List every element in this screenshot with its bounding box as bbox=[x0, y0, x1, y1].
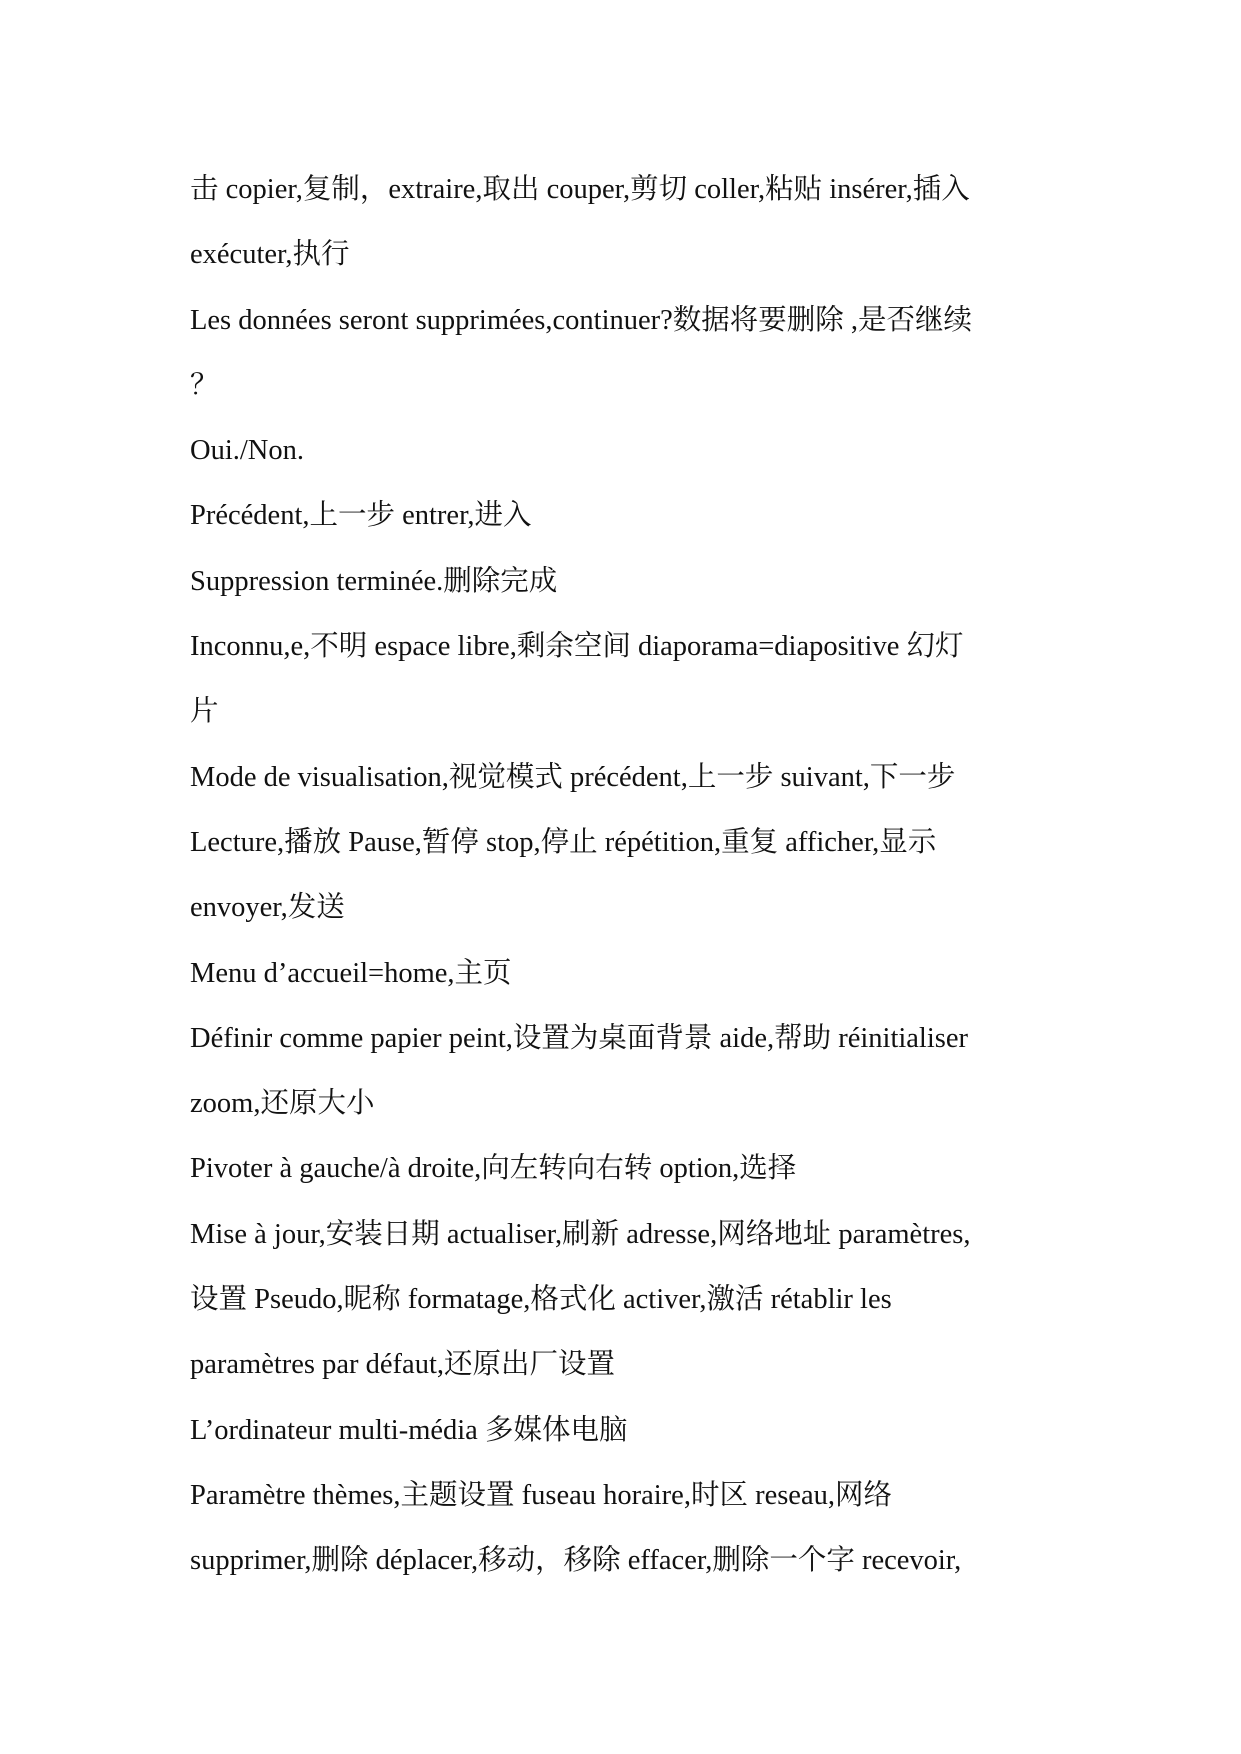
text-line: Lecture,播放 Pause,暂停 stop,停止 répétition,重复 afficher,显示 bbox=[190, 826, 937, 858]
text-line: Précédent,上一步 entrer,进入 bbox=[190, 500, 532, 532]
text-line: exécuter,执行 bbox=[190, 239, 350, 271]
text-line: supprimer,删除 déplacer,移动，移除 effacer,删除一个字 recevoir, bbox=[190, 1545, 962, 1577]
text-line: Paramètre thèmes,主题设置 fuseau horaire,时区 reseau,网络 bbox=[190, 1479, 892, 1511]
text-line: 片 bbox=[190, 696, 219, 728]
text-line: Inconnu,e,不明 espace libre,剩余空间 diaporama=diapositive 幻灯 bbox=[190, 631, 964, 663]
text-line: Pivoter à gauche/à droite,向左转向右转 option,选择 bbox=[190, 1153, 797, 1185]
text-line: Mode de visualisation,视觉模式 précédent,上一步 suivant,下一步 bbox=[190, 761, 956, 793]
text-line: 设置 Pseudo,昵称 formatage,格式化 activer,激活 rétablir les bbox=[190, 1284, 892, 1316]
text-line: Définir comme papier peint,设置为桌面背景 aide,帮助 réinitialiser bbox=[190, 1022, 969, 1054]
document-text-block bbox=[190, 157, 1070, 1594]
text-line: Suppression terminée.删除完成 bbox=[190, 565, 558, 597]
text-line: 击 copier,复制，extraire,取出 couper,剪切 coller,粘贴 insérer,插入 bbox=[190, 174, 970, 205]
text-line: ？ bbox=[190, 369, 219, 401]
text-line: envoyer,发送 bbox=[190, 892, 345, 924]
text-line: Oui./Non. bbox=[190, 435, 304, 467]
text-line: Menu d’accueil=home,主页 bbox=[190, 957, 512, 989]
text-line: Mise à jour,安装日期 actualiser,刷新 adresse,网络地址 paramètres, bbox=[190, 1218, 971, 1250]
text-line: L’ordinateur multi-média 多媒体电脑 bbox=[190, 1414, 628, 1446]
text-line: paramètres par défaut,还原出厂设置 bbox=[190, 1349, 615, 1381]
text-line: Les données seront supprimées,continuer?数据将要删除 ,是否继续 bbox=[190, 304, 973, 336]
text-line: zoom,还原大小 bbox=[190, 1088, 375, 1120]
